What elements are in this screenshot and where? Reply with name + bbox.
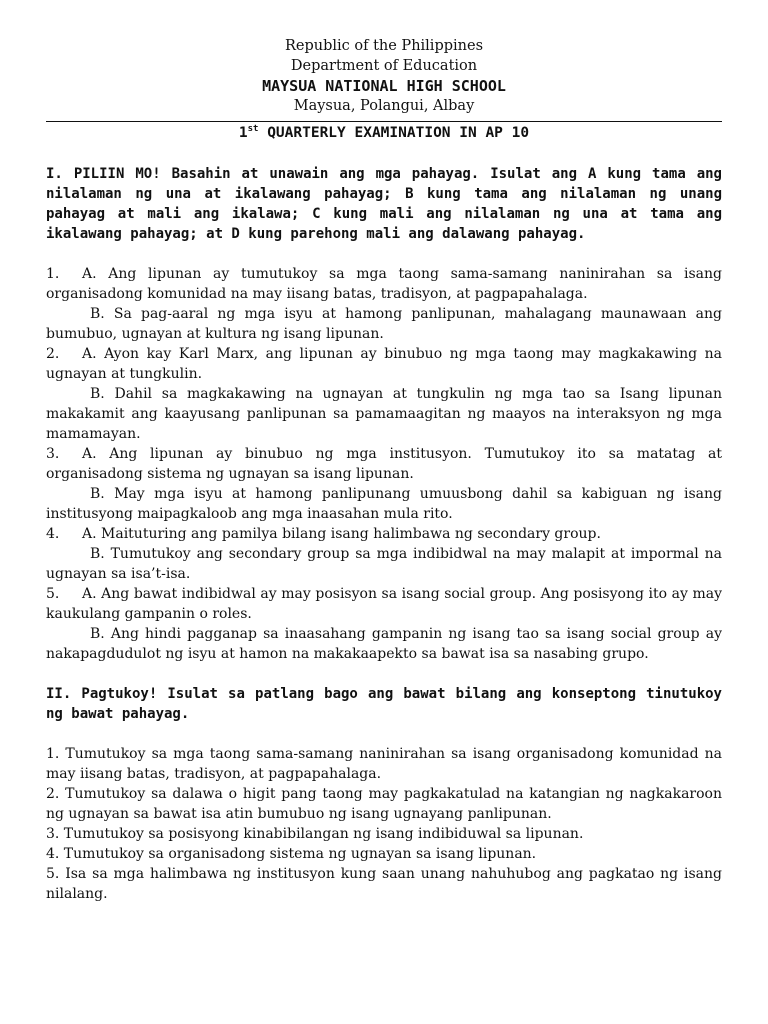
part2-item-4: 4. Tumutukoy sa organisadong sistema ng ugnayan sa isang lipunan.	[46, 846, 537, 862]
header-divider	[46, 121, 722, 122]
part1-item-2-a	[46, 344, 722, 384]
item-number: 3.	[46, 446, 60, 462]
statement-a: A. Ang bawat indibidwal ay may posisyon sa isang social group. Ang posisyong ito ay may kaukulang gampanin o roles.	[46, 586, 722, 622]
statement-a: A. Maituturing ang pamilya bilang isang halimbawa ng secondary group.	[82, 526, 601, 542]
part1-instruction: I. PILIIN MO! Basahin at unawain ang mga pahayag. Isulat ang A kung tama ang nilalaman ng una at ikalawang pahayag; B kung tama ang nilalaman ng unang pahayag at mali ang ikalawa; C kung mali ang nilalaman ng una at tama ang ikalawang pahayag; at D kung parehong mali ang dalawang pahayag.	[46, 166, 722, 242]
item-number: 4.	[46, 526, 60, 542]
part1-items	[46, 264, 722, 664]
exam-ordinal-suffix: st	[247, 124, 259, 135]
part2-item-1: 1. Tumutukoy sa mga taong sama-samang naninirahan sa isang organisadong komunidad na may iisang batas, tradisyon, at pagpapahalaga.	[46, 746, 722, 782]
exam-title	[46, 123, 722, 143]
part1-item-1-b: B. Sa pag-aaral ng mga isyu at hamong panlipunan, mahalagang maunawaan ang bumubuo, ugnayan at kultura ng isang lipunan.	[46, 306, 722, 342]
part2-item-2: 2. Tumutukoy sa dalawa o higit pang taong may pagkakatulad na katangian ng nagkakaroon ng ugnayan sa bawat isa atin bumubuo ng isang ugnayang panlipunan.	[46, 786, 722, 822]
school-address: Maysua, Polangui, Albay	[293, 98, 475, 114]
part2-items	[46, 744, 722, 904]
part2-item-5: 5. Isa sa mga halimbawa ng institusyon kung saan unang nahuhubog ang pagkatao ng isang nilalang.	[46, 866, 722, 902]
statement-a: A. Ayon kay Karl Marx, ang lipunan ay binubuo ng mga taong may magkakawing na ugnayan at tungkulin.	[46, 346, 722, 382]
part1-item-5-b: B. Ang hindi pagganap sa inaasahang gampanin ng isang tao sa isang social group ay nakapagdudulot ng isyu at hamon na makakaapekto sa bawat isa sa nasabing grupo.	[46, 626, 722, 662]
exam-title-text: QUARTERLY EXAMINATION IN AP 10	[258, 125, 530, 141]
item-number: 1.	[46, 266, 60, 282]
part1-item-3-b: B. May mga isyu at hamong panlipunang umuusbong dahil sa kabiguan ng isang institusyong maipagkaloob ang mga inaasahan mula rito.	[46, 486, 722, 522]
part2-instruction: II. Pagtukoy! Isulat sa patlang bago ang bawat bilang ang konseptong tinutukoy ng bawat pahayag.	[46, 686, 722, 722]
part1-item-2-b: B. Dahil sa magkakawing na ugnayan at tungkulin ng mga tao sa Isang lipunan makakamit ang kaayusang panlipunan sa pamamaagitan ng maayos na interaksyon ng mga mamamayan.	[46, 386, 722, 442]
part1-item-3-a	[46, 444, 722, 484]
part1-item-5-a	[46, 584, 722, 624]
exam-ordinal: 1	[238, 125, 248, 141]
department-line: Department of Education	[290, 58, 478, 74]
part1-item-1-a	[46, 264, 722, 304]
school-name: MAYSUA NATIONAL HIGH SCHOOL	[262, 77, 506, 95]
statement-a: A. Ang lipunan ay tumutukoy sa mga taong sama-samang naninirahan sa isang organisadong komunidad na may iisang batas, tradisyon, at pagpapahalaga.	[46, 266, 722, 302]
document-header	[46, 36, 722, 116]
republic-line: Republic of the Philippines	[284, 38, 484, 54]
part2-item-3: 3. Tumutukoy sa posisyong kinabibilangan ng isang indibiduwal sa lipunan.	[46, 826, 584, 842]
statement-a: A. Ang lipunan ay binubuo ng mga institusyon. Tumutukoy ito sa matatag at organisadong sistema ng ugnayan sa isang lipunan.	[46, 446, 722, 482]
part1-item-4-b: B. Tumutukoy ang secondary group sa mga indibidwal na may malapit at impormal na ugnayan sa isa’t-isa.	[46, 546, 722, 582]
part1-item-4-a	[46, 524, 722, 544]
item-number: 2.	[46, 346, 60, 362]
item-number: 5.	[46, 586, 60, 602]
